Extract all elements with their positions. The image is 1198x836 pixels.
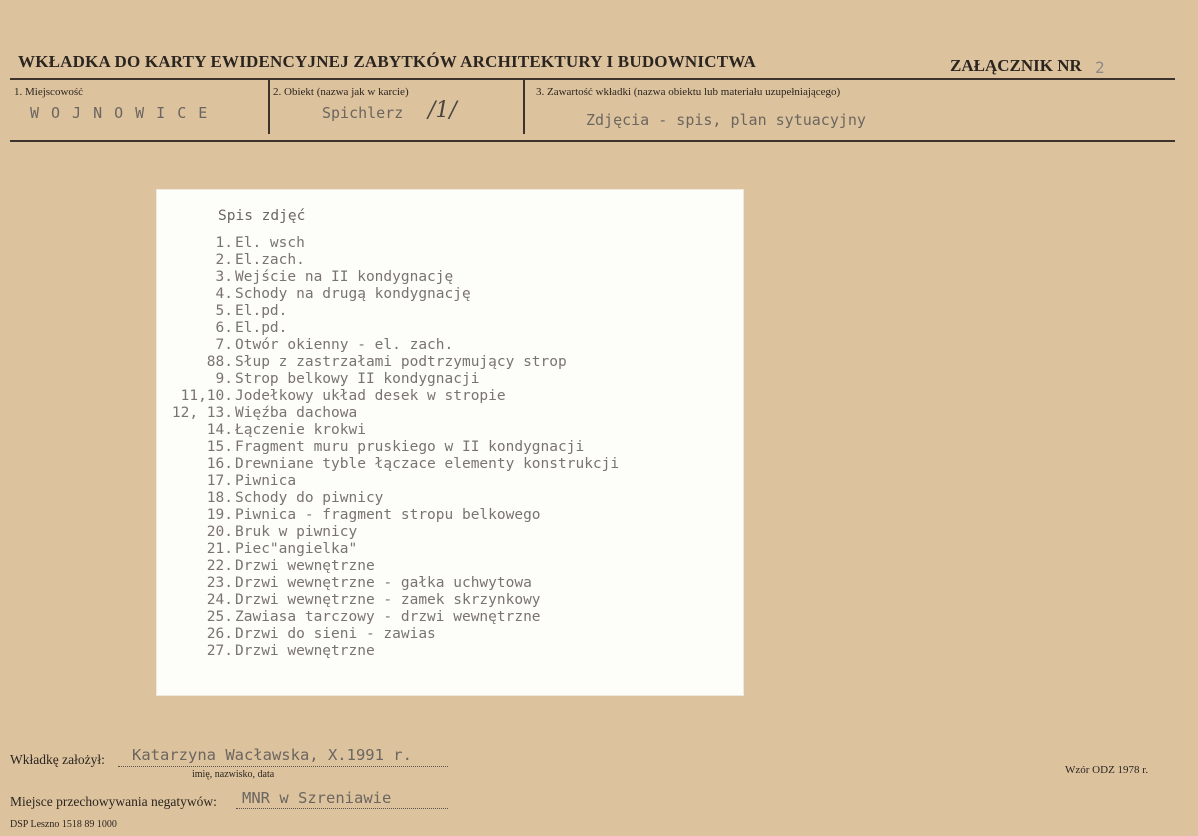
list-item — [160, 252, 740, 269]
list-item-number: 18. — [206, 490, 233, 506]
list-item-text: Drzwi wewnętrzne - zamek skrzynkowy — [235, 592, 541, 608]
header-rule — [10, 78, 1175, 80]
list-item — [160, 354, 740, 371]
list-item — [160, 524, 740, 541]
place-label: 1. Miejscowość — [14, 86, 84, 98]
content-value: Zdjęcia - spis, plan sytuacyjny — [586, 111, 866, 129]
list-item — [160, 626, 740, 643]
attachment-label: ZAŁĄCZNIK NR — [950, 56, 1082, 75]
object-number: /1/ — [428, 98, 457, 123]
list-item-number: 14. — [206, 422, 233, 438]
list-item — [160, 473, 740, 490]
storage-value: MNR w Szreniawie — [242, 789, 392, 807]
field-divider — [523, 80, 525, 134]
list-item-text: Otwór okienny - el. zach. — [235, 337, 454, 353]
list-item-text: Schody do piwnicy — [235, 490, 384, 506]
list-item-text: Strop belkowy II kondygnacji — [235, 371, 480, 387]
list-item-number: 16. — [206, 456, 233, 472]
photo-list-title: Spis zdjęć — [218, 208, 306, 224]
attachment-number: 2 — [1095, 58, 1105, 77]
list-item-number: 3. — [215, 269, 233, 285]
list-item-number: 17. — [206, 473, 233, 489]
founder-value: Katarzyna Wacławska, X.1991 r. — [132, 746, 412, 764]
list-item — [160, 592, 740, 609]
list-item — [160, 490, 740, 507]
field-divider — [268, 80, 270, 134]
list-item-text: Drzwi do sieni - zawias — [235, 626, 436, 642]
founder-label: Wkładkę założył: — [10, 752, 105, 767]
list-item-text: Bruk w piwnicy — [235, 524, 358, 540]
list-item-number: 2. — [215, 252, 233, 268]
photo-list — [160, 235, 740, 660]
founder-hint: imię, nazwisko, data — [192, 769, 275, 780]
list-item-number: 5. — [215, 303, 233, 319]
list-item — [160, 235, 740, 252]
list-item-number: 22. — [206, 558, 233, 574]
list-item — [160, 439, 740, 456]
list-item-number: 7. — [215, 337, 233, 353]
list-item-number: 1. — [215, 235, 233, 251]
founder-dotted-line — [118, 766, 448, 767]
list-item — [160, 269, 740, 286]
storage-label: Miejsce przechowywania negatywów: — [10, 794, 217, 809]
list-item-number: 9. — [215, 371, 233, 387]
list-item-text: Wejście na II kondygnację — [235, 269, 454, 285]
list-item-text: Drzwi wewnętrzne - gałka uchwytowa — [235, 575, 532, 591]
list-item — [160, 303, 740, 320]
list-item-text: El.pd. — [235, 320, 288, 336]
list-item-text: Jodełkowy układ desek w stropie — [235, 388, 506, 404]
list-item-text: Drzwi wewnętrzne — [235, 558, 375, 574]
list-item-text: Schody na drugą kondygnację — [235, 286, 471, 302]
list-item — [160, 422, 740, 439]
list-item — [160, 541, 740, 558]
list-item-text: Więźba dachowa — [235, 405, 358, 421]
list-item-number: 88. — [206, 354, 233, 370]
list-item — [160, 371, 740, 388]
print-info: DSP Leszno 1518 89 1000 — [10, 819, 117, 830]
list-item-number: 26. — [206, 626, 233, 642]
list-item — [160, 388, 740, 405]
list-item-text: Zawiasa tarczowy - drzwi wewnętrzne — [235, 609, 541, 625]
place-value: WOJNOWICE — [30, 104, 220, 122]
list-item — [160, 337, 740, 354]
list-item-text: Fragment muru pruskiego w II kondygnacji — [235, 439, 585, 455]
list-item-number: 15. — [206, 439, 233, 455]
list-item — [160, 507, 740, 524]
list-item-text: Słup z zastrzałami podtrzymujący strop — [235, 354, 567, 370]
list-item-text: El.pd. — [235, 303, 288, 319]
list-item-text: Drewniane tyble łączace elementy konstrukcji — [235, 456, 620, 472]
list-item-text: Łączenie krokwi — [235, 422, 366, 438]
list-item-number: 20. — [206, 524, 233, 540]
object-label: 2. Obiekt (nazwa jak w karcie) — [273, 86, 409, 98]
list-item-number: 6. — [215, 320, 233, 336]
list-item — [160, 320, 740, 337]
content-label: 3. Zawartość wkładki (nazwa obiektu lub materiału uzupełniającego) — [536, 86, 841, 98]
list-item-number: 23. — [206, 575, 233, 591]
list-item-number: 24. — [206, 592, 233, 608]
list-item-number: 27. — [206, 643, 233, 659]
list-item-number: 12, 13. — [171, 405, 233, 421]
list-item — [160, 456, 740, 473]
list-item-text: Piwnica - fragment stropu belkowego — [235, 507, 541, 523]
list-item-text: Piwnica — [235, 473, 297, 489]
list-item-number: 19. — [206, 507, 233, 523]
list-item — [160, 643, 740, 660]
list-item-text: El.zach. — [235, 252, 305, 268]
list-item — [160, 405, 740, 422]
list-item — [160, 575, 740, 592]
list-item-number: 21. — [206, 541, 233, 557]
list-item-number: 25. — [206, 609, 233, 625]
list-item — [160, 609, 740, 626]
list-item — [160, 286, 740, 303]
storage-dotted-line — [236, 808, 448, 809]
list-item-text: El. wsch — [235, 235, 305, 251]
list-item — [160, 558, 740, 575]
template-label: Wzór ODZ 1978 r. — [1065, 764, 1149, 776]
list-item-text: Piec"angielka" — [235, 541, 358, 557]
card-title: WKŁADKA DO KARTY EWIDENCYJNEJ ZABYTKÓW ARCHITEKTURY I BUDOWNICTWA — [18, 52, 757, 71]
list-item-number: 4. — [215, 286, 233, 302]
fields-bottom-rule — [10, 140, 1175, 142]
list-item-text: Drzwi wewnętrzne — [235, 643, 375, 659]
list-item-number: 11,10. — [180, 388, 233, 404]
object-value: Spichlerz — [322, 104, 404, 122]
